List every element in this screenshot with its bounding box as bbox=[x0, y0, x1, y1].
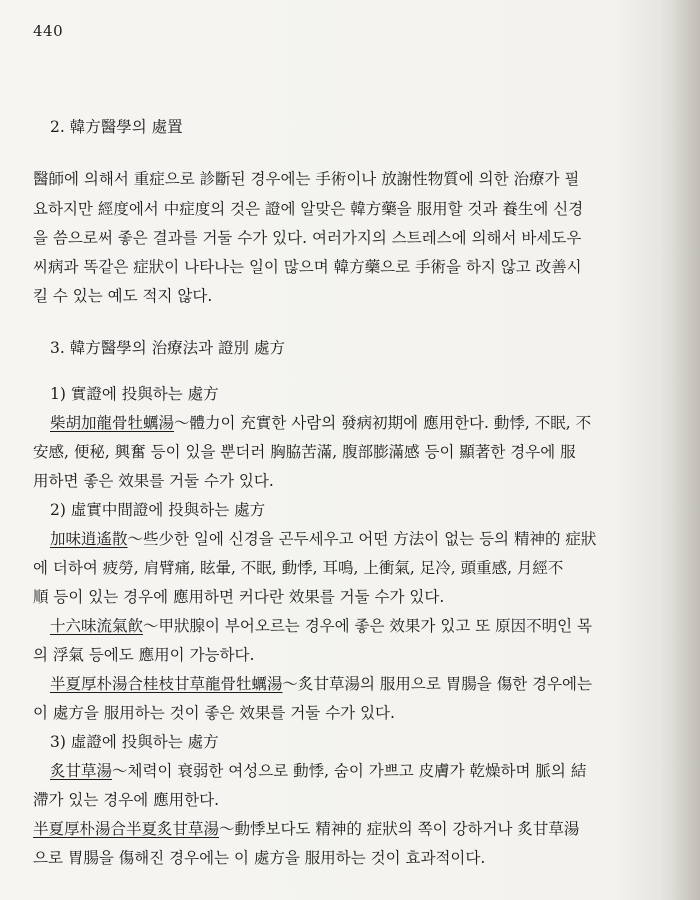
prescription-line: 에 더하여 疲勞, 肩臂痛, 眩暈, 不眠, 動悸, 耳鳴, 上衝氣, 足冷, 頭重感, 月經不 bbox=[33, 559, 564, 577]
prescription-name: 半夏厚朴湯合半夏炙甘草湯 bbox=[33, 820, 220, 838]
prescription-name: 十六味流氣飮 bbox=[50, 617, 144, 635]
prescription-line bbox=[50, 674, 592, 694]
prescription-text: ～炙甘草湯의 服用으로 胃腸을 傷한 경우에는 bbox=[282, 675, 592, 693]
prescription-line bbox=[50, 529, 596, 549]
prescription-text: ～動悸보다도 精神的 症狀의 쪽이 강하거나 炙甘草湯 bbox=[219, 820, 580, 838]
section-2-heading: 2. 韓方醫學의 處置 bbox=[50, 118, 183, 136]
prescription-line bbox=[33, 819, 579, 839]
subsection-2-title: 2) 虛實中間證에 投與하는 處方 bbox=[50, 501, 266, 519]
prescription-text: ～체력이 衰弱한 여성으로 動悸, 숨이 가쁘고 皮膚가 乾燥하며 脈의 結 bbox=[112, 762, 587, 780]
prescription-line: 이 處方을 服用하는 것이 좋은 效果를 거둘 수가 있다. bbox=[33, 704, 395, 722]
section-3-heading: 3. 韓方醫學의 治療法과 證別 處方 bbox=[50, 339, 285, 357]
section-2-paragraph-line: 씨病과 똑같은 症狀이 나타나는 일이 많으며 韓方藥으로 手術을 하지 않고 改善시 bbox=[33, 258, 582, 276]
prescription-name: 炙甘草湯 bbox=[50, 762, 113, 780]
subsection-3-title: 3) 虛證에 投與하는 處方 bbox=[50, 733, 219, 751]
prescription-line: 의 浮氣 등에도 應用이 가능하다. bbox=[33, 646, 255, 664]
prescription-line: 滯가 있는 경우에 應用한다. bbox=[33, 791, 219, 809]
prescription-line bbox=[50, 616, 592, 636]
prescription-line: 順 등이 있는 경우에 應用하면 커다란 效果를 거둘 수가 있다. bbox=[33, 588, 445, 606]
prescription-name: 半夏厚朴湯合桂枝甘草龍骨牡蠣湯 bbox=[50, 675, 283, 693]
prescription-name: 加味逍遙散 bbox=[50, 530, 128, 548]
prescription-text: ～些少한 일에 신경을 곤두세우고 어떤 方法이 없는 등의 精神的 症狀 bbox=[127, 530, 597, 548]
prescription-line bbox=[50, 413, 591, 433]
subsection-1-title: 1) 實證에 投與하는 處方 bbox=[50, 385, 219, 403]
prescription-name: 柴胡加龍骨牡蠣湯 bbox=[50, 414, 175, 432]
section-2-paragraph-line: 을 씀으로써 좋은 결과를 거둘 수가 있다. 여러가지의 스트레스에 의해서 바세도우 bbox=[33, 229, 582, 247]
prescription-line: 으로 胃腸을 傷해진 경우에는 이 處方을 服用하는 것이 효과적이다. bbox=[33, 849, 486, 867]
prescription-text: ～體力이 充實한 사람의 發病初期에 應用한다. 動悸, 不眠, 不 bbox=[174, 414, 592, 432]
section-2-paragraph-line: 醫師에 의해서 重症으로 診斷된 경우에는 手術이나 放謝性物質에 의한 治療가 필 bbox=[33, 170, 580, 188]
page-number: 440 bbox=[33, 22, 64, 40]
page-edge-shadow bbox=[660, 0, 700, 900]
section-2-paragraph-line: 킬 수 있는 예도 적지 않다. bbox=[33, 287, 213, 305]
prescription-line bbox=[50, 761, 586, 781]
prescription-line: 安感, 便秘, 興奮 등이 있을 뿐더러 胸脇苦滿, 腹部膨滿感 등이 顯著한 경우에 服 bbox=[33, 443, 576, 461]
section-2-paragraph-line: 요하지만 經度에서 中症度의 것은 證에 알맞은 韓方藥을 服用할 것과 養生에 신경 bbox=[33, 200, 584, 218]
prescription-text: ～甲狀腺이 부어오르는 경우에 좋은 效果가 있고 또 原因不明인 목 bbox=[143, 617, 592, 635]
prescription-line: 用하면 좋은 效果를 거둘 수가 있다. bbox=[33, 472, 274, 490]
